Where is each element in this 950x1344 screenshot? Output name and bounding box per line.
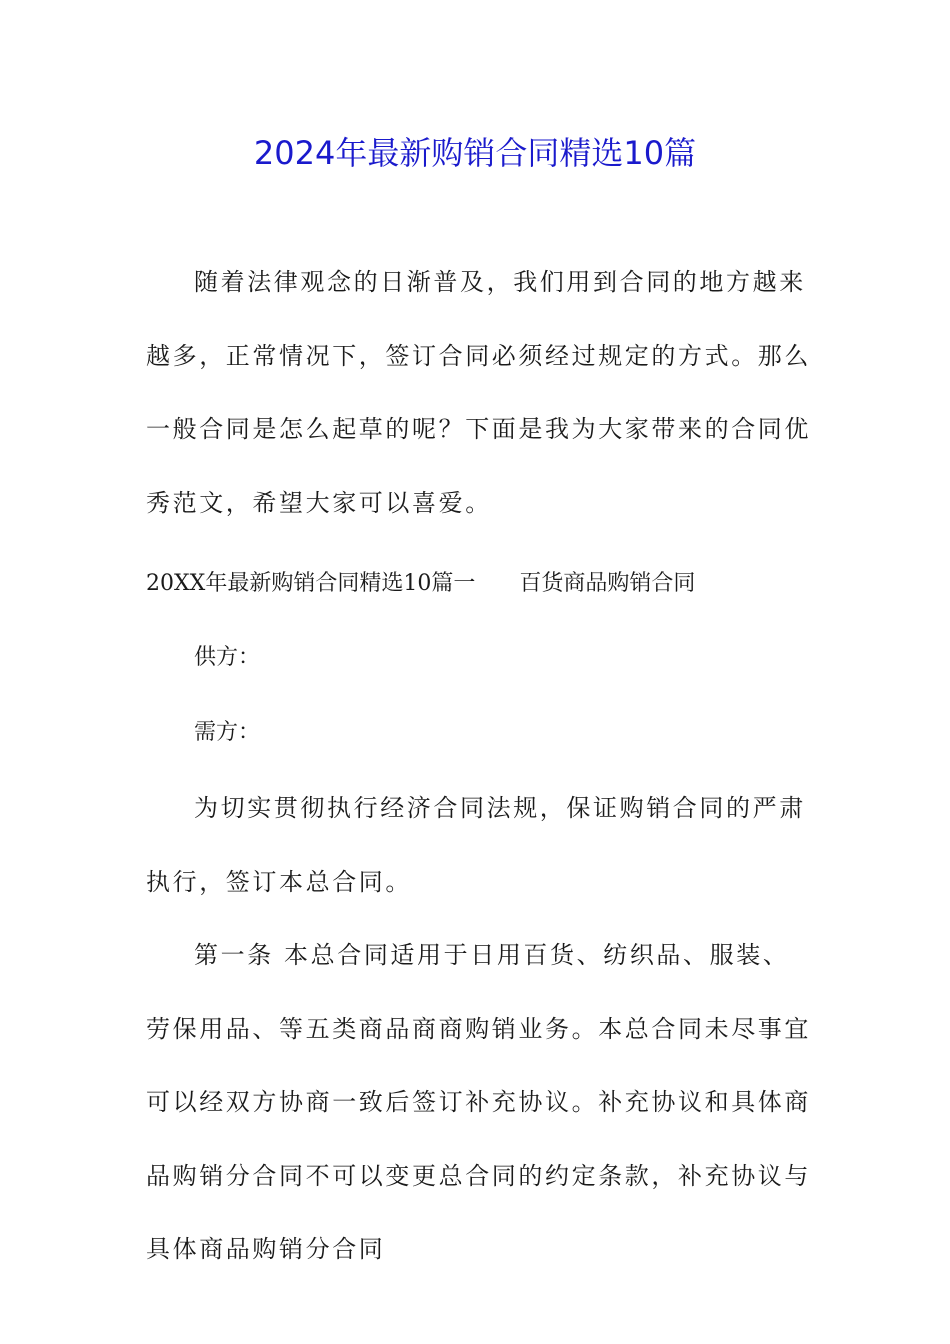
purpose-paragraph-text: 为切实贯彻执行经济合同法规，保证购销合同的严肃执行，签订本总合同。 <box>146 794 806 896</box>
buyer-label: 需方： <box>194 720 261 745</box>
purpose-paragraph <box>146 772 816 919</box>
section-heading-text: 20XX年最新购销合同精选10篇一 <box>146 571 476 596</box>
intro-paragraph <box>146 246 816 540</box>
article-one-paragraph-text: 第一条 本总合同适用于日用百货、纺织品、服装、劳保用品、等五类商品商商购销业务。本总合同未尽事宜可以经双方协商一致后签订补充协议。补充协议和具体商品购销分合同不可以变更总合同的约定条款，补充协议与具体商品购销分合同 <box>146 941 811 1263</box>
intro-paragraph-text: 随着法律观念的日渐普及，我们用到合同的地方越来越多，正常情况下，签订合同必须经过规定的方式。那么一般合同是怎么起草的呢？下面是我为大家带来的合同优秀范文，希望大家可以喜爱。 <box>146 268 811 517</box>
supplier-label: 供方： <box>194 645 261 670</box>
document-title: 2024年最新购销合同精选10篇 <box>253 134 697 172</box>
section-heading <box>146 566 695 602</box>
section-subtitle: 百货商品购销合同 <box>519 571 696 596</box>
article-one-paragraph <box>146 919 816 1287</box>
